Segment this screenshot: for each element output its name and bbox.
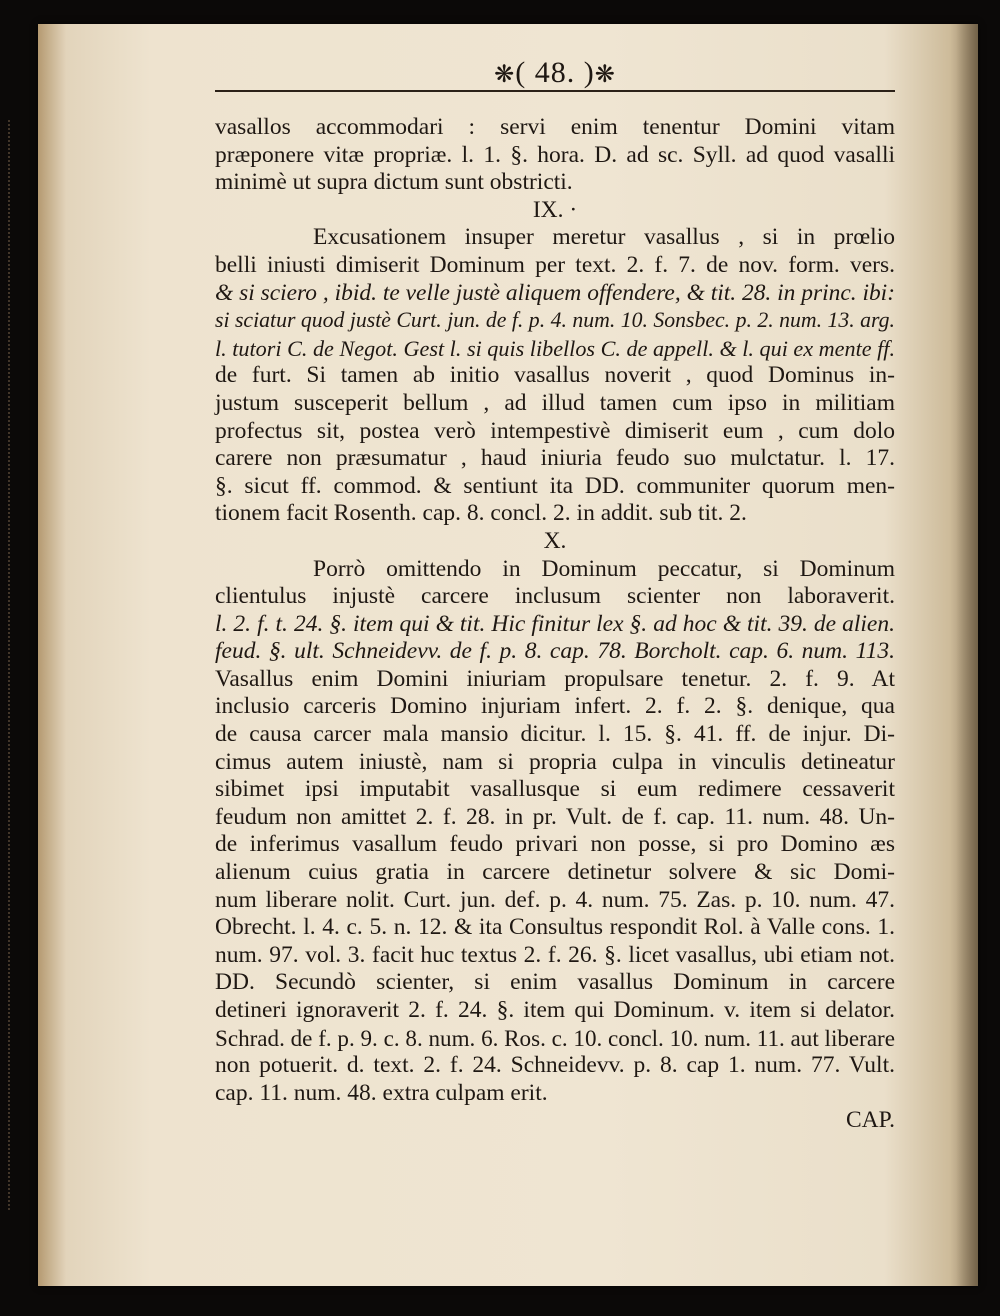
text-line: §. sicut ff. commod. & sentiunt ita DD. communiter quorum men- bbox=[215, 472, 895, 499]
text-line: & si sciero , ibid. te velle justè aliquem offendere, & tit. 28. in princ. ibi: bbox=[215, 279, 895, 306]
text-line: detineri ignoraverit 2. f. 24. §. item qui Dominum. v. item si delator. bbox=[215, 997, 895, 1023]
section-heading: IX. · bbox=[532, 196, 578, 223]
text-line: justum susceperit bellum , ad illud tamen cum ipso in militiam bbox=[215, 389, 895, 416]
text-line: sibimet ipsi imputabit vasallusque si eum redimere cessaverit bbox=[215, 776, 895, 803]
text-line: inclusio carceris Domino injuriam infert. 2. f. 2. §. denique, qua bbox=[215, 693, 895, 720]
folio bbox=[485, 56, 625, 90]
text-line: minimè ut supra dictum sunt obstricti. bbox=[215, 169, 573, 196]
text-line: Excusationem insuper meretur vasallus , si in prœlio bbox=[313, 224, 895, 251]
text-line: non potuerit. d. text. 2. f. 24. Schneidevv. p. 8. cap 1. num. 77. Vult. bbox=[215, 1052, 895, 1079]
text-line: feud. §. ult. Schneidevv. de f. p. 8. cap. 78. Borcholt. cap. 6. num. 113. bbox=[215, 638, 895, 665]
text-line: belli iniusti dimiserit Dominum per text. 2. f. 7. de nov. form. vers. bbox=[215, 251, 895, 278]
text-line: DD. Secundò scienter, si enim vasallus Dominum in carcere bbox=[215, 969, 895, 996]
text-line: de causa carcer mala mansio dicitur. l. 15. §. 41. ff. de injur. Di- bbox=[215, 721, 895, 748]
ornament-left-icon: ❋ bbox=[494, 62, 516, 88]
body-text bbox=[215, 114, 895, 1135]
text-line: Porrò omittendo in Dominum peccatur, si Dominum bbox=[313, 555, 895, 582]
text-line: cimus autem iniustè, nam si propria culpa in vinculis detineatur bbox=[215, 748, 895, 775]
text-line: l. 2. f. t. 24. §. item qui & tit. Hic finitur lex §. ad hoc & tit. 39. de alien. bbox=[215, 610, 895, 637]
text-line: vasallos accommodari : servi enim tenentur Domini vitam bbox=[215, 114, 895, 140]
binding-edge bbox=[8, 120, 10, 1210]
text-line: clientulus injustè carcere inclusum scienter non laboraverit. bbox=[215, 583, 895, 610]
text-line: feudum non amittet 2. f. 28. in pr. Vult. de f. cap. 11. num. 48. Un- bbox=[215, 803, 895, 830]
page-number: ( 48. ) bbox=[515, 56, 595, 89]
text-line: profectus sit, postea verò intempestivè dimiserit eum , cum dolo bbox=[215, 417, 895, 444]
section-heading: X. bbox=[543, 527, 567, 554]
text-line: Obrecht. l. 4. c. 5. n. 12. & ita Consultus respondit Rol. à Valle cons. 1. bbox=[215, 914, 895, 941]
text-line: num liberare nolit. Curt. jun. def. p. 4. num. 75. Zas. p. 10. num. 47. bbox=[215, 886, 895, 913]
text-line: alienum cuius gratia in carcere detinetur solvere & sic Domi- bbox=[215, 859, 895, 886]
catchword: CAP. bbox=[846, 1107, 895, 1134]
text-line: de furt. Si tamen ab initio vasallus noverit , quod Dominus in- bbox=[215, 362, 895, 389]
text-line: tionem facit Rosenth. cap. 8. concl. 2. in addit. sub tit. 2. bbox=[215, 500, 747, 527]
header-rule bbox=[215, 90, 895, 92]
text-line: Vasallus enim Domini iniuriam propulsare tenetur. 2. f. 9. At bbox=[215, 665, 895, 692]
text-line: num. 97. vol. 3. facit huc textus 2. f. 26. §. licet vasallus, ubi etiam not. bbox=[215, 941, 895, 968]
ornament-right-icon: ❋ bbox=[594, 62, 616, 88]
text-line: præponere vitæ propriæ. l. 1. §. hora. D. ad sc. Syll. ad quod vasalli bbox=[215, 141, 895, 168]
text-line: Schrad. de f. p. 9. c. 8. num. 6. Ros. c. 10. concl. 10. num. 11. aut liberare bbox=[215, 1024, 895, 1051]
page-header bbox=[215, 56, 895, 96]
text-line: cap. 11. num. 48. extra culpam erit. bbox=[215, 1079, 548, 1106]
text-line: l. tutori C. de Negot. Gest l. si quis libellos C. de appell. & l. qui ex mente ff. bbox=[215, 335, 895, 361]
text-line: carere non præsumatur , haud iniuria feudo suo mulctatur. l. 17. bbox=[215, 445, 895, 472]
page-edge-shadow bbox=[956, 24, 978, 1286]
text-line: de inferimus vasallum feudo privari non posse, si pro Domino æs bbox=[215, 831, 895, 858]
text-line: si sciatur quod justè Curt. jun. de f. p. 4. num. 10. Sonsbec. p. 2. num. 13. arg. bbox=[215, 308, 895, 333]
